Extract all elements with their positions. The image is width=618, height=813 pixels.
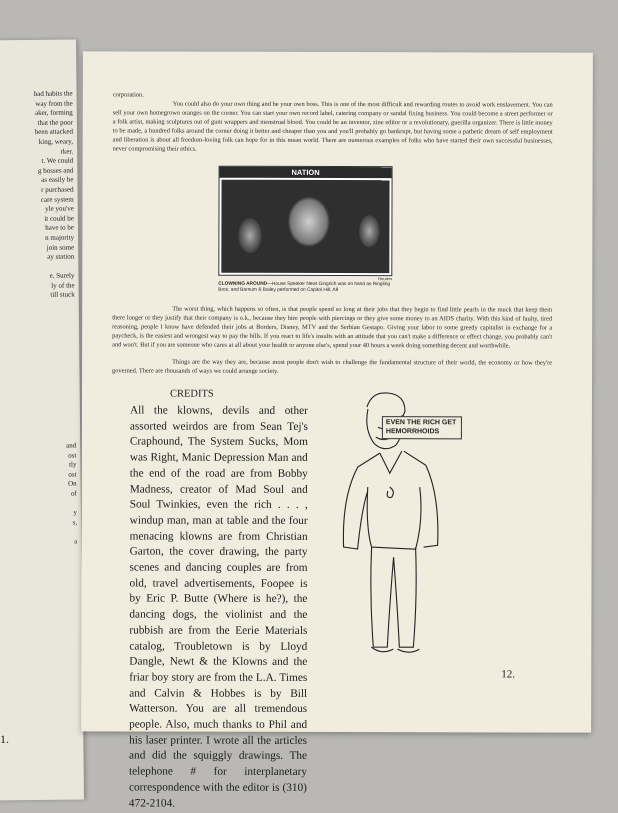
clipping-header: NATION — [220, 167, 392, 178]
page-number: 12. — [501, 668, 516, 681]
clipping-caption — [218, 276, 392, 294]
caption-label: CLOWNING AROUND — [218, 281, 268, 287]
newspaper-clipping — [218, 166, 392, 276]
credits-title: CREDITS — [169, 388, 214, 400]
left-page-number: 1. — [0, 732, 9, 746]
speech-box: EVEN THE RICH GET HEMORRHOIDS — [382, 416, 462, 439]
photo-credit: Reuters — [378, 276, 393, 282]
left-page-text-top: bad habits the way from the aker, forming that the poor been attacked king, weary, rker. t. We could g bosses and as easily be r purchased care system yle you've it could be have to be n majority join some ay station e. Surely ly of the till stuck — [33, 89, 75, 300]
paragraph-worst-thing: The worst thing, which happens so often, is that people spend so long at their jobs that they begin to find little pearls in the muck that keep them there longer or they justify that their company is o.k., because they hire people with piercings or they give some money to an AIDS charity. With this kind of faulty, tired reasoning, people I know have defended their jobs at Borders, Disney, MTV and the Serbian Gestapo. Giving your labor to some greedy capitalist in exchange for a paycheck, is the easiest and wrongest way to pay the bills. If you react to life's insults with an attitude that you can't make a difference or effect change, you probably can't and won't. But if you are someone who cares at all about your health or anyone else's, spend your 40 hours a week doing something decent and worthwhile. — [112, 305, 553, 350]
paragraph-own-business: You could also do your own thing and be your own boss. This is one of the most difficult and rewarding routes to avoid work enslavement. You can sell your own homegrown oranges on the corner. You can start your own record label, catering company or sandal fixing business. You could become a street performer or a folk artist, making sculptures out of gum wrappers and menstrual blood. You could be an inventor, zine editor or a revolutionary, guerilla organizer. There is little money to be made, a hundred folks around the corner doing it better and cheaper than you and you'll probably go bankrupt, but having some a pathetic dream of self employment and liberation is about all freedom-loving folk can hope for in this mean world. There are numerous examples of folks who have started their own successful businesses, never compromising their ethics. — [112, 100, 553, 153]
paragraph-things-are: Things are the way they are, because most people don't wish to challenge the fundamental structure of their world, the economy or how they're governed. There are thousands of ways we could arrange society. — [112, 358, 553, 375]
left-page-text-bottom: and ost tly ost On of y s, a — [66, 441, 78, 546]
intro-paragraph: corporation. — [112, 91, 144, 99]
caption-text: —House Speaker Newt Gingrich was on hand as Ringling Bros. and Barnum & Bailey performed on Capitol Hill. A8 — [218, 281, 391, 294]
clown-photo — [221, 180, 389, 273]
left-page — [0, 39, 84, 800]
right-page — [81, 51, 593, 810]
credits-body: All the klowns, devils and other assorted weirdos are from Sean Tej's Craphound, The System Sucks, Mom was Right, Manic Depression Man and the end of the road are from Bobby Madness, creator of Mad Soul and Soul Twinkies, even the rich . . . , windup man, man at table and the four menacing klowns are from Christian Garton, the cover drawing, the party scenes and dancing couples are from old, travel advertisements, Foopee is by Eric P. Butte (Where is he?), the dancing dogs, the violinist and the rubbish are from the Eerie Materials catalog, Troubletown is by Lloyd Dangle, Newt & the Klowns and the friar boy story are from the L.A. Times and Calvin & Hobbes is by Bill Watterson. You are all tremendous people. Also, much thanks to Phil and his laser printer. I wrote all the articles and did the squiggly drawings. The telephone # for interplanetary correspondence with the editor is (310) 472-2104. — [128, 404, 308, 810]
